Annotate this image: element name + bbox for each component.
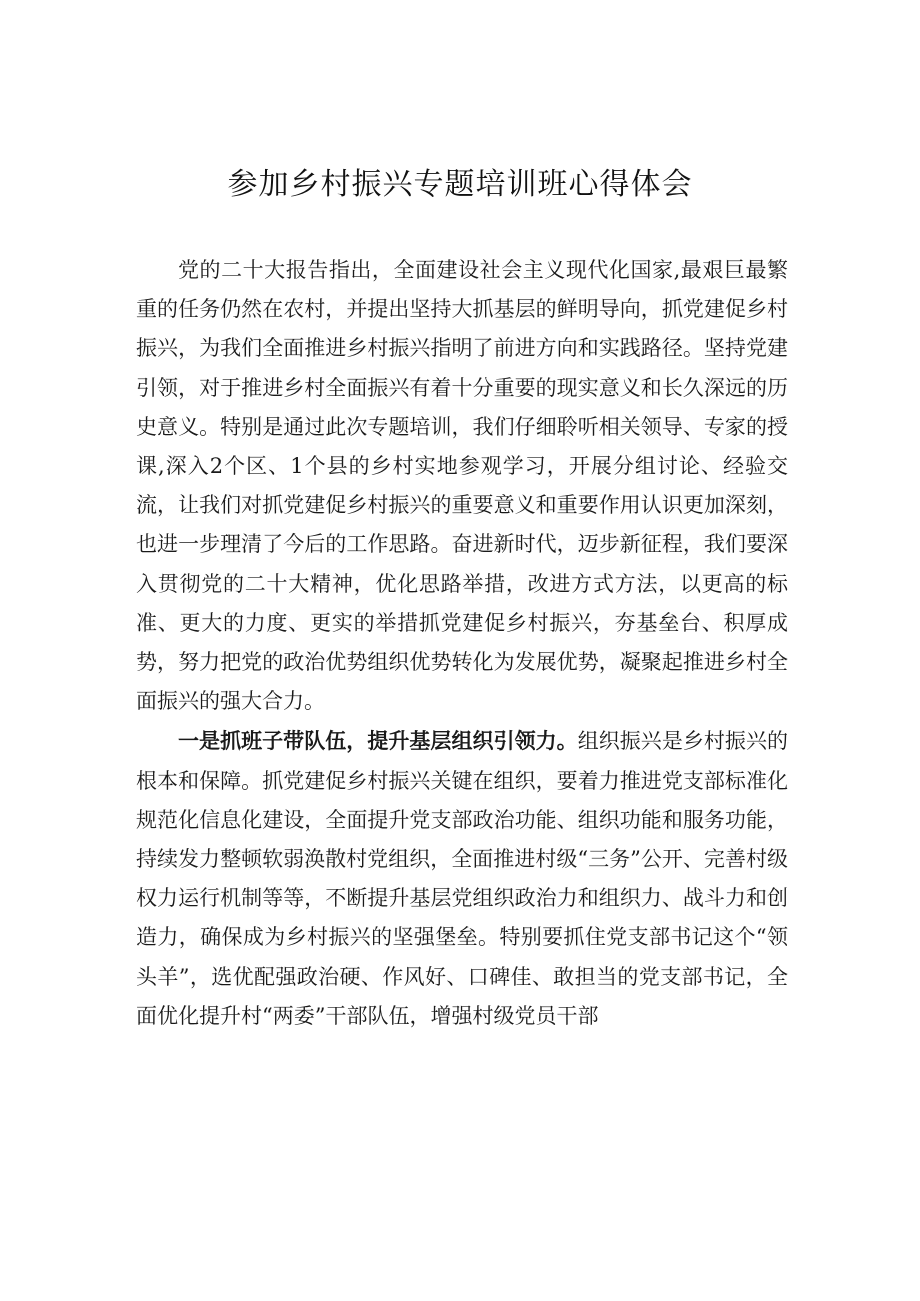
document-body (136, 250, 788, 1036)
paragraph-lead: 一是抓班子带队伍，提升基层组织引领力。 (178, 728, 578, 754)
document-title: 参加乡村振兴专题培训班心得体会 (227, 167, 693, 202)
paragraph-text: 党的二十大报告指出，全面建设社会主义现代化国家,最艰巨最繁重的任务仍然在农村，并提出坚持大抓基层的鲜明导向，抓党建促乡村振兴，为我们全面推进乡村振兴指明了前进方向和实践路径。坚持党建引领，对于推进乡村全面振兴有着十分重要的现实意义和长久深远的历史意义。特别是通过此次专题培训，我们仔细聆听相关领导、专家的授课,深入2个区、1个县的乡村实地参观学习，开展分组讨论、经验交流，让我们对抓党建促乡村振兴的重要意义和重要作用认识更加深刻，也进一步理清了今后的工作思路。奋进新时代，迈步新征程，我们要深入贯彻党的二十大精神，优化思路举措，改进方式方法，以更高的标准、更大的力度、更实的举措抓党建促乡村振兴，夯基垒台、积厚成势，努力把党的政治优势组织优势转化为发展优势，凝聚起推进乡村全面振兴的强大合力。 (136, 258, 788, 714)
paragraph-intro (136, 250, 788, 721)
paragraph-text: 组织振兴是乡村振兴的根本和保障。抓党建促乡村振兴关键在组织，要着力推进党支部标准化规范化信息化建设，全面提升党支部政治功能、组织功能和服务功能，持续发力整顿软弱涣散村党组织，全面推进村级“三务”公开、完善村级权力运行机制等等，不断提升基层党组织政治力和组织力、战斗力和创造力，确保成为乡村振兴的坚强堡垒。特别要抓住党支部书记这个“领头羊”，选优配强政治硬、作风好、口碑佳、敢担当的党支部书记，全面优化提升村“两委”干部队伍，增强村级党员干部 (136, 729, 789, 1028)
paragraph-point-one (136, 721, 788, 1036)
